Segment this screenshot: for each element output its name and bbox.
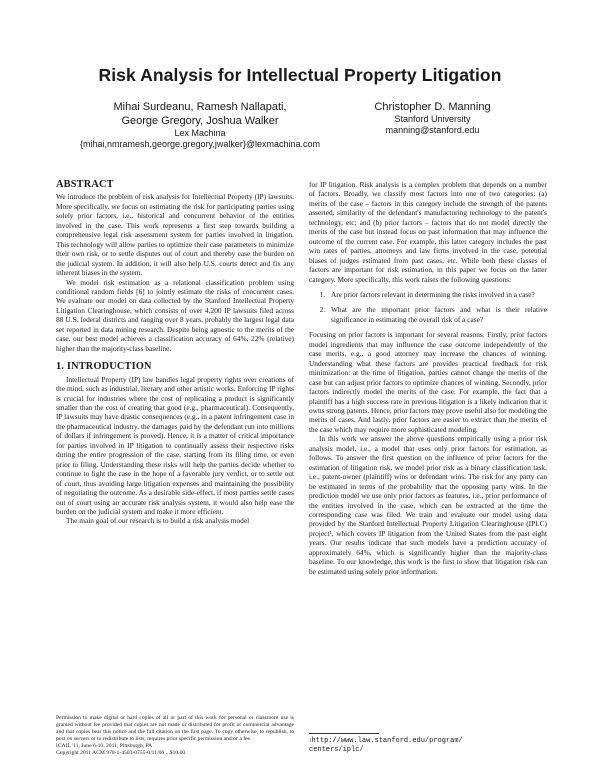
author-affiliation: Lex Machina xyxy=(174,128,226,138)
author-affiliation: Stanford University xyxy=(394,114,471,124)
footnote-mark: 1 xyxy=(309,739,312,744)
right-paragraph-2: Focusing on prior factors is important for several reasons. Firstly, prior factors model ingredients that may influence the case outcome independently of the case merits, e.g., a good attorney may increase the chances of winning. Understanding what these factors are provides practical feedback for risk minimization: at the time of litigation, parties cannot change the merits of the case but can adjust prior factors to optimize chances of winning. Secondly, prior factors indirectly model the merits of the case. For example, the fact that a plaintiff has a high success rate in previous litigation is a likely indication that it owns strong patents. Hence, prior factors may prove useful also for modeling the merits of cases. And lastly, prior factors are easier to extract than the merits of the case which may require more sophisticated modeling. xyxy=(309,330,547,434)
right-column xyxy=(309,180,547,576)
right-paragraph-1: for IP litigation. Risk analysis is a complex problem that depends on a number of factors. Broadly, we classify most factors into one of two categories: (a) merits of the case – factors in this category include the strength of the patents asserted, similarity of the defendant's manufacturing technology to the patent's technology, etc; and (b) prior factors – factors that do not model directly the merits of the case but instead focus on past information that may influence the outcome of the current case. For example, this latter category includes the past win rates of parties, attorneys and law firms involved in the case, potential biases of judges estimated from past cases, etc. While both these classes of factors are important for risk estimation, in this paper we focus on the latter category. More specifically, this work raises the following questions: xyxy=(309,180,547,284)
author-block-stanford xyxy=(320,100,545,136)
author-name: Christopher D. Manning xyxy=(374,101,491,113)
abstract-paragraph-2: We model risk estimation as a relational classification problem using conditional random fields [6] to jointly estimate the risks of concurrent cases. We evaluate our model on data collected by the Stanford Intellectual Property Litigation Clearinghouse, which consists of over 4,200 IP lawsuits filed across 88 U.S. federal districts and ranging over 8 years, probably the largest legal data set reported in data mining research. Despite being agnostic to the merits of the case, our best model achieves a classification accuracy of 64%, 22% (relative) higher than the majority-class baseline. xyxy=(56,277,294,353)
paper-title: Risk Analysis for Intellectual Property Litigation xyxy=(98,65,502,85)
venue-line: ICAIL '11, June 6-10, 2011, Pittsburgh, PA xyxy=(56,742,153,749)
intro-paragraph-2: The main goal of our research is to build a risk analysis model xyxy=(66,516,250,526)
author-email: {mihai,nmramesh,george.gregory,jwalker}@lexmachina.com xyxy=(79,139,321,149)
abstract-paragraph-1: We introduce the problem of risk analysis for Intellectual Property (IP) lawsuits. More specifically, we focus on estimating the risk for participating parties using solely prior factors, i.e., historical and concurrent behavior of the entities involved in the case. This work represents a first step towards building a comprehensive legal risk assessment system for parties involved in litigation. This technology will allow parties to optimize their case parameters to minimize their own risk, or to settle disputes out of court and thereby ease the burden on the judicial system. In addition, it will also help U.S. courts detect and fix any inherent biases in the system. xyxy=(56,192,294,278)
author-names-line2: George Gregory, Joshua Walker xyxy=(121,115,279,127)
question-item: 2. What are the important prior factors and what is their relative significance in estimating the overall risk of a case? xyxy=(327,305,547,324)
introduction-heading: 1. INTRODUCTION xyxy=(56,361,152,373)
footnote xyxy=(309,737,547,755)
author-names-line1: Mihai Surdeanu, Ramesh Nallapati, xyxy=(113,101,287,113)
intro-paragraph-1: Intellectual Property (IP) law handles legal property rights over creations of the mind, such as industrial, literary and other artistic works. Enforcing IP rights is crucial for industries where the cost of replicating a product is significantly smaller than the cost of creating that good (e.g., pharmaceutical). Consequently, IP lawsuits may have drastic consequences (e.g., in a patent infringement case in the pharmaceutical industry, the damages paid by the defendant run into millions of dollars if infringement is proved). Hence, it is a matter of critical importance for parties involved in IP litigation to continually assess their respective risks during the entire progression of the case, starting from its filing time, or even prior to filing. Understanding these risks will help the parties decide whether to continue to fight the case in the hope of a favorable jury verdict, or to settle out of court, thus avoiding large litigation expenses and maintaining the possibility of negotiating the outcome. As a desirable side-effect, if most parties settle cases out of court using an accurate risk analysis system, it would also help ease the burden on the judicial system and make it more efficient. xyxy=(56,374,294,516)
author-email: manning@stanford.edu xyxy=(385,125,480,135)
copyright-line: Copyright 2011 ACM 978-1-4503-0755-0/11/06 ...$10.00. xyxy=(56,749,187,756)
footnote-url-line2[interactable]: centers/iplc/ xyxy=(309,746,364,754)
research-questions xyxy=(309,290,547,324)
author-block-lexmachina xyxy=(55,100,345,150)
question-item: 1. Are prior factors relevant in determining the risks involved in a case? xyxy=(327,290,547,299)
footnote-divider xyxy=(309,733,379,734)
permission-text: Permission to make digital or hard copies of all or part of this work for personal or classroom use is granted without fee provided that copies are not made or distributed for profit or commercial advantage and that copies bear this notice and the full citation on the first page. To copy otherwise, to republish, to post on servers or to redistribute to lists, requires prior specific permission and/or a fee. xyxy=(56,715,294,742)
footnote-url-line1[interactable]: http://www.law.stanford.edu/program/ xyxy=(311,737,463,745)
left-column xyxy=(56,180,294,526)
right-paragraph-3: In this work we answer the above questions empirically using a prior risk analysis model, i.e., a model that uses only prior factors for estimation, as follows. To answer the first question on the influence of prior factors for the estimation of litigation risk, we model prior risk as a binary classification task, i.e., patent-owner (plaintiff) wins or defendant wins. The risk for any party can be estimated in terms of the probability that the opposing party wins. In the prediction model we use only prior factors as features, i.e., prior performance of the entities involved in the case, which can be extracted at the time the corresponding case was filed. We train and evaluate our model using data provided by the Stanford Intellectual Property Litigation Clearinghouse (IPLC) project¹, which covers IP litigation from the United States from the past eight years. Our results indicate that such models have a prediction accuracy of approximately 64%, which is significantly higher than the majority-class baseline. To our knowledge, this work is the first to show that litigation risk can be estimated using solely prior information. xyxy=(309,434,547,576)
permission-notice xyxy=(56,715,294,756)
abstract-heading: ABSTRACT xyxy=(56,179,114,190)
